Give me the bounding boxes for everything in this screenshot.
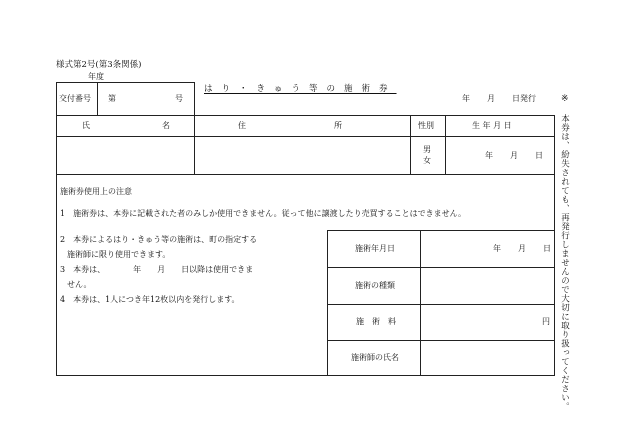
birth-month: 月 [510, 151, 518, 160]
treatment-date-day: 日 [543, 244, 551, 253]
issue-box-divider [97, 82, 98, 115]
treatment-type-label: 施術の種類 [355, 281, 395, 290]
mark-symbol: ※ [561, 94, 569, 104]
table-bottom-border [56, 375, 555, 376]
treatment-box-top [327, 230, 555, 231]
issue-month: 月 [487, 94, 495, 103]
note-3-line-1: 3 本券は、 年 月 日以降は使用できま [60, 265, 254, 274]
header-row-bottom [56, 136, 555, 137]
treatment-date-month: 月 [518, 244, 526, 253]
notes-heading: 施術券使用上の注意 [60, 187, 132, 196]
note-4: 4 本券は、1人につき年12枚以内を発行します。 [60, 295, 240, 304]
name-header: 氏 名 [82, 121, 170, 130]
address-header: 住 所 [238, 121, 342, 130]
treatment-date-year: 年 [493, 244, 501, 253]
treatment-date-label: 施術年月日 [355, 244, 395, 253]
treatment-row-1-bottom [327, 267, 555, 268]
note-1: 1 施術券は、本券に記載された者のみしか使用できません。従って他に譲渡したり売買することはできません。 [60, 209, 467, 218]
form-number: 様式第2号(第3条関係) [56, 60, 142, 70]
birth-day: 日 [535, 151, 543, 160]
treatment-fee-label: 施 術 料 [356, 317, 396, 326]
treatment-box-left [327, 230, 328, 376]
issue-box-top [56, 82, 194, 83]
note-2-line-1: 2 本券によるはり・きゅう等の施術は、町の指定する [60, 235, 258, 244]
issue-box-left [56, 82, 57, 375]
birth-year: 年 [485, 151, 493, 160]
table-right-border [554, 115, 555, 376]
issue-number-prefix: 第 [108, 94, 116, 103]
practitioner-name-label: 施術師の氏名 [351, 353, 399, 362]
treatment-row-2-bottom [327, 304, 555, 305]
issue-date-suffix: 日発行 [512, 94, 536, 103]
gender-birth-divider [445, 115, 446, 174]
issue-number-suffix: 号 [175, 94, 183, 103]
gender-header: 性別 [418, 121, 434, 130]
table-top-border [56, 115, 555, 116]
note-3-line-2: せん。 [67, 280, 92, 289]
issue-year: 年 [462, 94, 470, 103]
issue-number-label: 交付番号 [59, 94, 91, 103]
page-title: はり・きゅう等の施術券 [204, 84, 397, 94]
side-note: 本券は、紛失されても、再発行しませんので大切に取り扱ってください。 [559, 114, 570, 411]
gender-female: 女 [423, 156, 431, 165]
treatment-box-divider [420, 230, 421, 376]
name-address-divider [194, 115, 195, 174]
data-row-bottom [56, 174, 555, 175]
treatment-row-3-bottom [327, 340, 555, 341]
treatment-fee-unit: 円 [542, 317, 550, 326]
issue-box-right [194, 82, 195, 115]
note-2-line-2: 施術師に限り使用できます。 [67, 250, 171, 259]
fiscal-year-label: 年度 [88, 72, 104, 81]
address-gender-divider [410, 115, 411, 174]
birth-date-header: 生 年 月 日 [472, 121, 512, 130]
gender-male: 男 [423, 145, 431, 154]
